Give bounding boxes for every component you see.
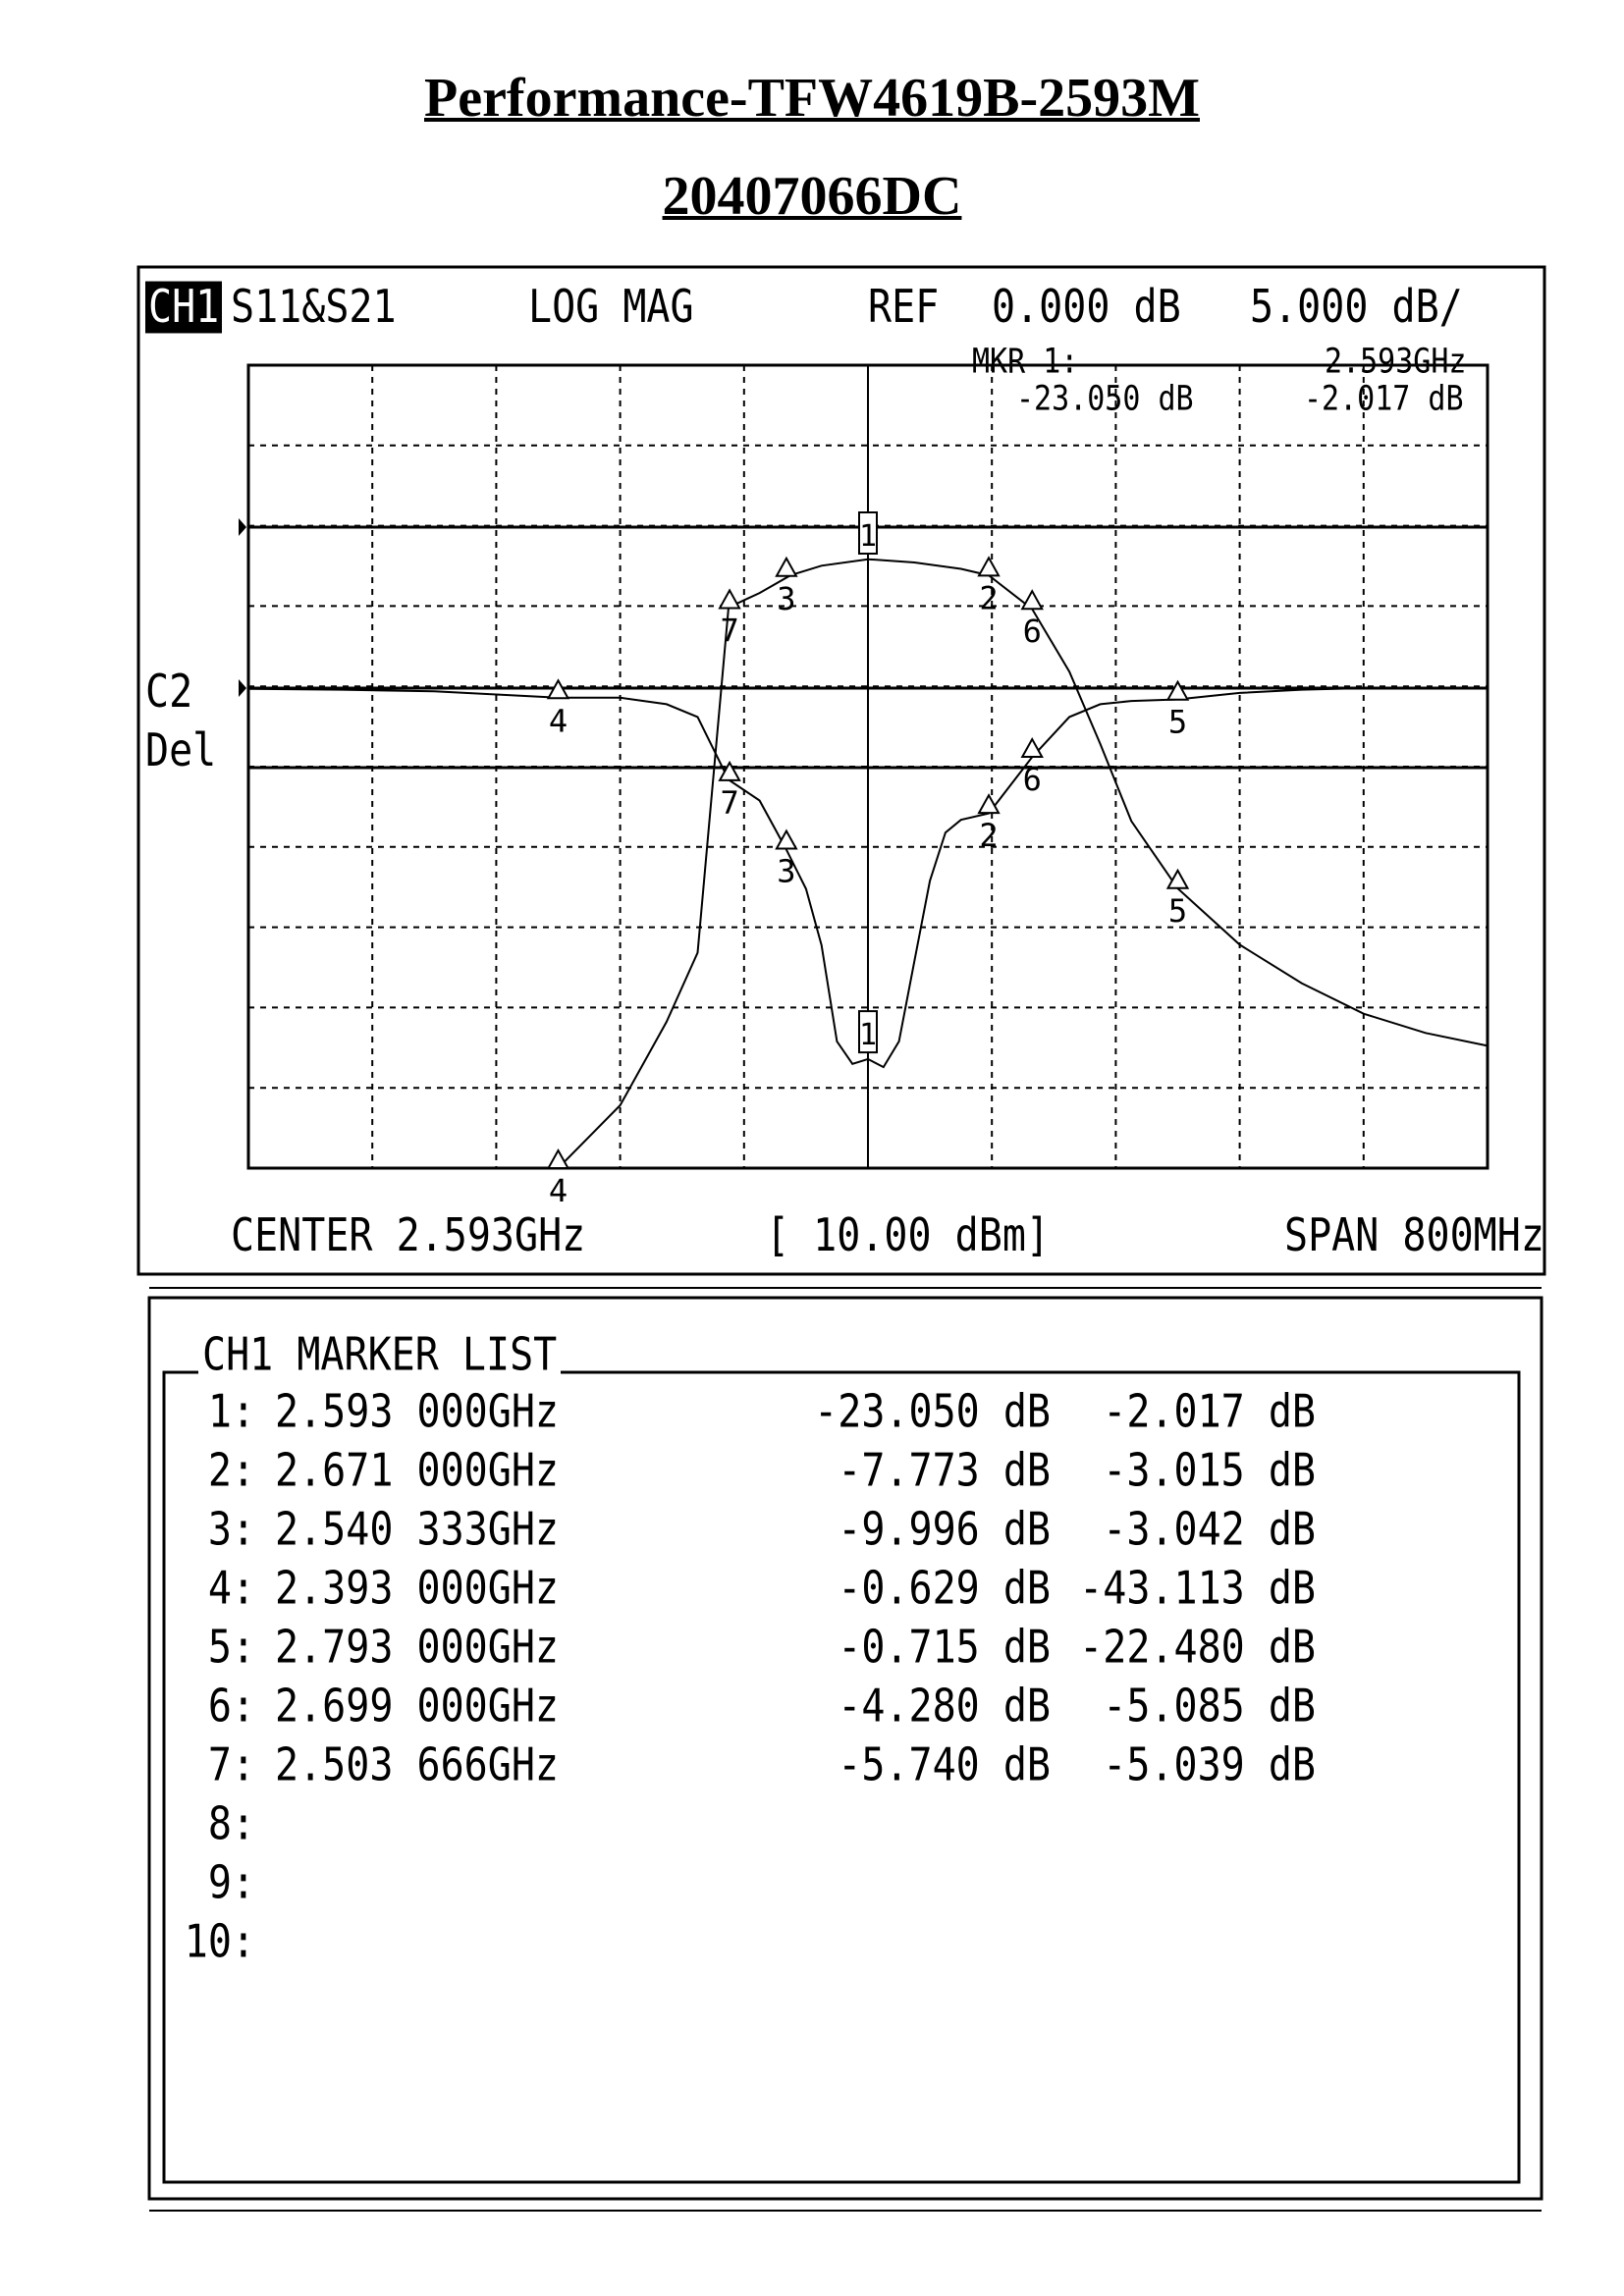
marker-s11-value: -0.715 dB — [838, 1622, 1051, 1674]
del-label: Del — [145, 724, 217, 777]
marker-2-s21 — [979, 558, 999, 616]
marker-label: 1 — [858, 518, 878, 554]
marker-list-row — [147, 1739, 1522, 1807]
ref-value: 0.000 dB — [992, 281, 1181, 334]
marker-readout-freq: 2.593GHz — [1325, 342, 1467, 382]
marker-1-s21 — [859, 512, 877, 554]
marker-4-s21 — [549, 1150, 568, 1209]
marker-frequency: 2.540 333GHz — [275, 1504, 559, 1556]
span-value: SPAN 800MHz — [1284, 1209, 1544, 1262]
marker-frequency: 2.593 000GHz — [275, 1386, 559, 1438]
marker-index: 8: — [207, 1798, 255, 1850]
marker-s21-value: -5.039 dB — [1103, 1739, 1316, 1791]
marker-label: 7 — [720, 783, 739, 822]
ref-label: REF — [868, 281, 940, 334]
marker-s11-value: -4.280 dB — [838, 1681, 1051, 1733]
marker-index: 5: — [207, 1622, 255, 1674]
marker-label: 7 — [720, 612, 739, 650]
marker-s21-value: -22.480 dB — [1079, 1622, 1316, 1674]
marker-label: 2 — [979, 579, 999, 617]
marker-index: 9: — [207, 1857, 255, 1909]
marker-s11-value: -23.050 dB — [814, 1386, 1051, 1438]
format-label: LOG MAG — [528, 281, 694, 334]
marker-list-title: CH1 MARKER LIST — [198, 1329, 561, 1381]
marker-index: 1: — [207, 1386, 255, 1438]
marker-label: 5 — [1167, 703, 1188, 741]
source-power: [ 10.00 dBm] — [766, 1209, 1050, 1262]
marker-list-row — [147, 1681, 1522, 1748]
marker-index: 6: — [207, 1681, 255, 1733]
marker-s11-value: -0.629 dB — [838, 1563, 1051, 1615]
marker-label: 5 — [1167, 891, 1188, 930]
marker-7-s21 — [720, 590, 739, 649]
marker-label: 6 — [1022, 613, 1042, 651]
marker-frequency: 2.699 000GHz — [275, 1681, 559, 1733]
marker-s21-value: -43.113 dB — [1079, 1563, 1316, 1615]
center-frequency: CENTER 2.593GHz — [231, 1209, 586, 1262]
marker-readout-label: MKR 1: — [972, 342, 1079, 382]
marker-7-s11 — [720, 763, 739, 822]
marker-s21-value: -5.085 dB — [1103, 1681, 1316, 1733]
marker-1-s11 — [859, 1011, 877, 1052]
marker-list-row — [147, 1504, 1522, 1572]
marker-frequency: 2.793 000GHz — [275, 1622, 559, 1674]
marker-list-row — [147, 1916, 1522, 1984]
marker-readout-s21: -2.017 dB — [1304, 379, 1464, 419]
marker-index: 7: — [207, 1739, 255, 1791]
marker-label: 4 — [548, 1172, 568, 1209]
marker-frequency: 2.393 000GHz — [275, 1563, 559, 1615]
channel-tag: CH1 — [145, 285, 222, 330]
marker-index: 10: — [184, 1916, 255, 1968]
marker-list-row — [147, 1857, 1522, 1925]
marker-readout-s11: -23.050 dB — [1016, 379, 1194, 419]
marker-s11-value: -9.996 dB — [838, 1504, 1051, 1556]
marker-index: 3: — [207, 1504, 255, 1556]
marker-s21-value: -3.015 dB — [1103, 1445, 1316, 1497]
marker-frequency: 2.503 666GHz — [275, 1739, 559, 1791]
marker-6-s21 — [1022, 591, 1042, 650]
marker-s21-value: -3.042 dB — [1103, 1504, 1316, 1556]
marker-6-s11 — [1022, 739, 1042, 798]
marker-label: 2 — [979, 817, 999, 855]
marker-list-row — [147, 1386, 1522, 1454]
marker-list-row — [147, 1622, 1522, 1689]
marker-3-s21 — [777, 559, 796, 617]
marker-s11-value: -5.740 dB — [838, 1739, 1051, 1791]
marker-list-row — [147, 1798, 1522, 1866]
marker-3-s11 — [777, 831, 796, 890]
marker-s21-value: -2.017 dB — [1103, 1386, 1316, 1438]
marker-list-row — [147, 1563, 1522, 1630]
page-title: Performance-TFW4619B-2593M — [424, 68, 1200, 129]
marker-s11-value: -7.773 dB — [838, 1445, 1051, 1497]
scale-value: 5.000 dB/ — [1250, 281, 1463, 334]
page-subtitle: 20407066DC — [662, 166, 962, 227]
marker-label: 1 — [858, 1018, 878, 1053]
marker-label: 4 — [548, 702, 568, 740]
s21-ref-arrow — [239, 518, 246, 536]
params-label: S11&S21 — [231, 281, 397, 334]
marker-label: 3 — [777, 579, 796, 617]
s11-ref-arrow — [239, 679, 246, 697]
marker-frequency: 2.671 000GHz — [275, 1445, 559, 1497]
marker-label: 6 — [1022, 761, 1042, 799]
marker-index: 2: — [207, 1445, 255, 1497]
marker-index: 4: — [207, 1563, 255, 1615]
marker-5-s11 — [1168, 682, 1188, 741]
marker-list-row — [147, 1445, 1522, 1513]
c2-label: C2 — [145, 666, 193, 719]
marker-label: 3 — [777, 852, 796, 890]
